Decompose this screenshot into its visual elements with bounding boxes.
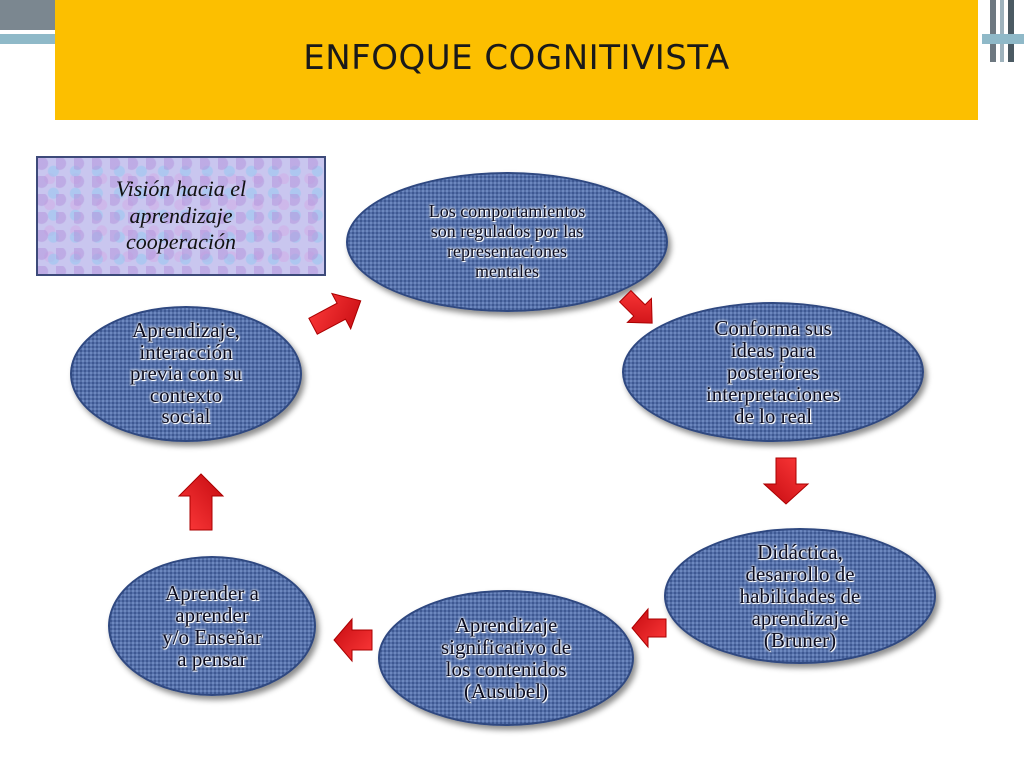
node-line: ideas para <box>730 337 816 362</box>
node-line: los contenidos <box>445 657 567 681</box>
node-line: significativo de <box>440 634 572 659</box>
node-line: y/o Enseñar <box>162 625 262 649</box>
node-line: interpretaciones <box>705 382 841 407</box>
node-line: Aprendizaje <box>454 612 558 637</box>
arrow-top-to-right <box>613 284 664 335</box>
node-line: contexto <box>149 382 223 407</box>
arrow-bottom-middle-to-bottom-left <box>334 619 372 661</box>
arrow-bottom-right-to-bottom-middle <box>632 609 666 647</box>
arrow-left-to-top <box>304 283 370 344</box>
arrow-right-to-bottom-right <box>764 458 808 504</box>
node-line: (Ausubel) <box>464 679 548 704</box>
node-line: social <box>161 404 211 429</box>
node-line: Didáctica, <box>757 539 843 564</box>
node-line: interacción <box>139 339 233 364</box>
node-line: a pensar <box>177 647 247 672</box>
node-line: de lo real <box>733 404 813 429</box>
node-line: Aprendizaje, <box>132 318 240 343</box>
node-line: desarrollo de <box>745 561 855 586</box>
node-line: previa con su <box>130 361 242 386</box>
node-line: Aprender a <box>165 580 259 605</box>
node-line: son regulados por las <box>430 221 584 242</box>
node-line: (Bruner) <box>763 628 837 653</box>
vision-line: Visión hacia el <box>115 175 247 201</box>
node-line: mentales <box>475 260 539 281</box>
node-line: representaciones <box>447 241 567 261</box>
node-line: Conforma sus <box>714 315 832 340</box>
node-line: posteriores <box>726 359 820 384</box>
node-line: aprendizaje <box>751 606 849 631</box>
vision-line: aprendizaje <box>129 202 233 228</box>
arrow-bottom-left-to-left <box>179 474 223 530</box>
vision-line: cooperación <box>126 229 236 255</box>
node-line: aprender <box>175 602 249 627</box>
node-line: Los comportamientos <box>428 201 586 222</box>
node-line: habilidades de <box>739 583 861 608</box>
page-title: ENFOQUE COGNITIVISTA <box>303 38 730 78</box>
